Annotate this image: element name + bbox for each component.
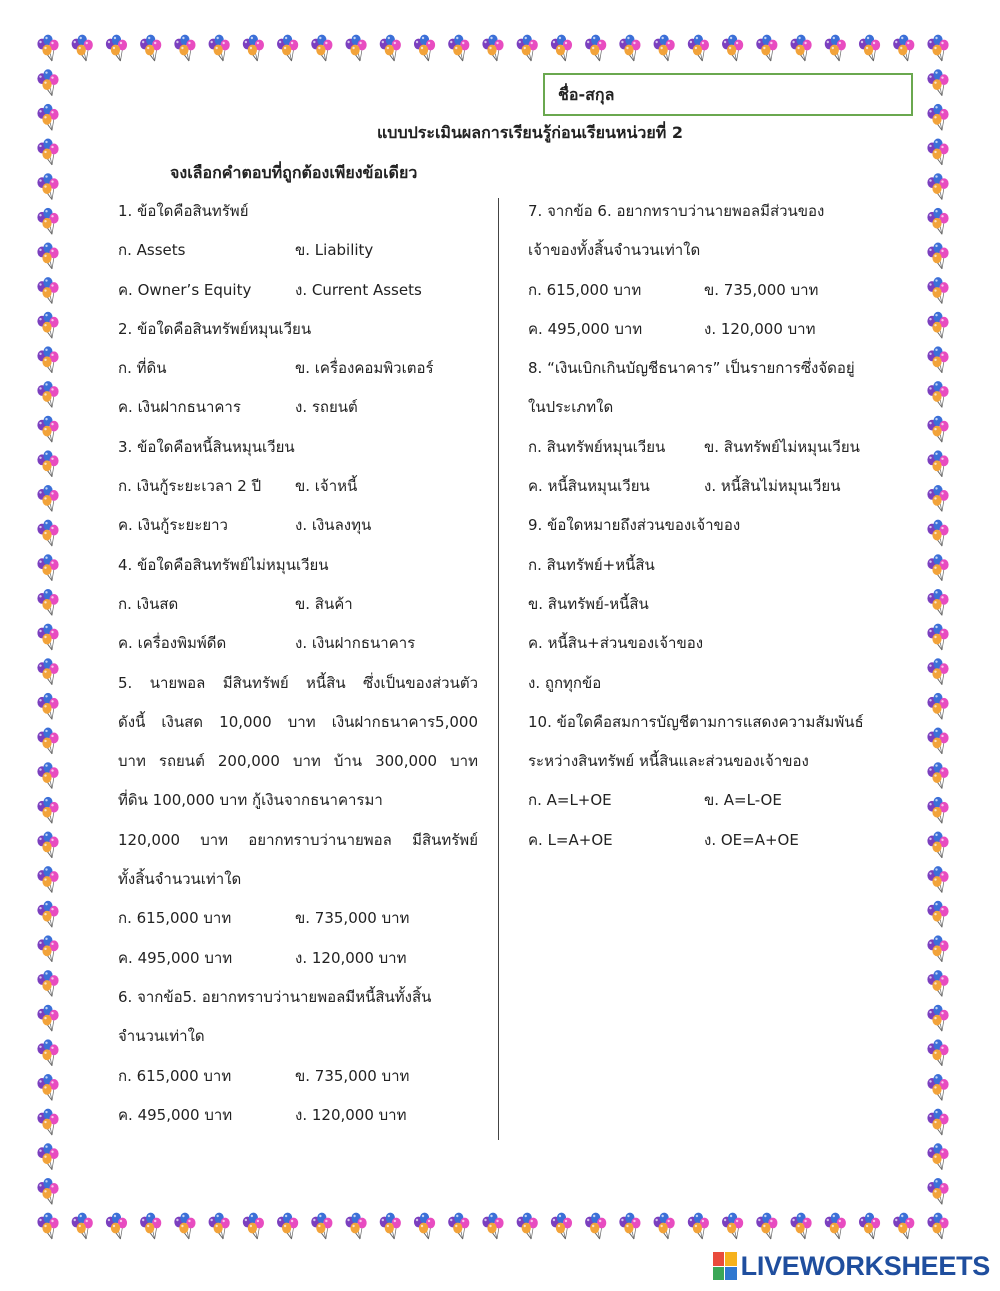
instruction-text: จงเลือกคำตอบที่ถูกต้องเพียงข้อเดียว — [170, 163, 418, 182]
balloon-cluster-icon — [927, 970, 948, 996]
answer-option[interactable]: ง. 120,000 บาท — [295, 1105, 407, 1124]
balloon-cluster-icon — [927, 554, 948, 580]
balloon-cluster-icon — [859, 35, 880, 61]
balloon-cluster-icon — [927, 35, 948, 61]
question-line: ก. สินทรัพย์+หนี้สิน — [528, 555, 655, 574]
balloon-cluster-icon — [345, 35, 366, 61]
balloon-cluster-icon — [825, 1213, 846, 1239]
answer-option[interactable]: ก. ที่ดิน — [118, 359, 167, 378]
answer-options-row — [118, 354, 478, 393]
question-line: 8. “เงินเบิกเกินบัญชีธนาคาร” เป็นรายการซึ่งจัดอยู่ — [528, 359, 855, 378]
answer-option[interactable]: ง. หนี้สินไม่หมุนเวียน — [704, 477, 841, 496]
answer-option[interactable]: ค. เงินฝากธนาคาร — [118, 398, 241, 417]
question-line: ทั้งสิ้นจำนวนเท่าใด — [118, 870, 242, 889]
balloon-cluster-icon — [517, 35, 538, 61]
column-divider — [498, 198, 499, 1140]
balloon-cluster-icon — [174, 35, 195, 61]
balloon-cluster-icon — [37, 831, 58, 857]
balloon-cluster-icon — [72, 35, 93, 61]
balloon-cluster-icon — [37, 693, 58, 719]
balloon-cluster-icon — [859, 1213, 880, 1239]
balloon-cluster-icon — [927, 208, 948, 234]
question-line: ดังนี้ เงินสด 10,000 บาท เงินฝากธนาคาร5,000 — [118, 712, 478, 731]
balloon-cluster-icon — [927, 1039, 948, 1065]
balloon-cluster-icon — [927, 797, 948, 823]
answer-option[interactable]: ง. รถยนต์ — [295, 398, 358, 417]
answer-option[interactable]: ก. สินทรัพย์หมุนเวียน — [528, 437, 666, 456]
question-line: 9. ข้อใดหมายถึงส่วนของเจ้าของ — [528, 516, 741, 535]
balloon-cluster-icon — [37, 450, 58, 476]
question-line: ที่ดิน 100,000 บาท กู้เงินจากธนาคารมา — [118, 791, 383, 810]
balloon-cluster-icon — [551, 35, 572, 61]
balloon-cluster-icon — [551, 1213, 572, 1239]
question-line: เจ้าของทั้งสิ้นจำนวนเท่าใด — [528, 241, 701, 260]
question-line: 7. จากข้อ 6. อยากทราบว่านายพอลมีส่วนของ — [528, 202, 825, 220]
answer-option[interactable]: ง. Current Assets — [295, 280, 422, 299]
balloon-cluster-icon — [927, 589, 948, 615]
answer-options-row — [118, 236, 478, 275]
answer-option[interactable]: ข. เครื่องคอมพิวเตอร์ — [295, 359, 434, 378]
answer-option[interactable]: ข. เจ้าหนี้ — [295, 477, 358, 496]
balloon-cluster-icon — [927, 1005, 948, 1031]
balloon-cluster-icon — [345, 1213, 366, 1239]
answer-option[interactable]: ค. Owner’s Equity — [118, 280, 252, 299]
balloon-cluster-icon — [37, 1143, 58, 1169]
question-line: ค. หนี้สิน+ส่วนของเจ้าของ — [528, 634, 704, 653]
answer-option[interactable]: ค. 495,000 บาท — [118, 1105, 233, 1124]
balloon-cluster-icon — [380, 1213, 401, 1239]
answer-options-row — [528, 472, 888, 511]
balloon-cluster-icon — [37, 658, 58, 684]
balloon-cluster-icon — [482, 35, 503, 61]
answer-option[interactable]: ข. 735,000 บาท — [295, 1066, 410, 1085]
balloon-cluster-icon — [174, 1213, 195, 1239]
answer-option[interactable]: ก. 615,000 บาท — [118, 1066, 232, 1085]
answer-options-row — [118, 276, 478, 315]
answer-option[interactable]: ค. L=A+OE — [528, 830, 613, 849]
answer-options-row — [118, 1062, 478, 1101]
balloon-cluster-icon — [37, 554, 58, 580]
question-line: ง. ถูกทุกข้อ — [528, 673, 602, 692]
balloon-cluster-icon — [414, 1213, 435, 1239]
balloon-cluster-icon — [37, 728, 58, 754]
balloon-cluster-icon — [277, 35, 298, 61]
balloon-cluster-icon — [927, 312, 948, 338]
balloon-cluster-icon — [37, 901, 58, 927]
question-line: 5. นายพอล มีสินทรัพย์ หนี้สิน ซึ่งเป็นของส่วนตัว — [118, 673, 478, 692]
answer-options-row — [118, 511, 478, 550]
balloon-cluster-icon — [790, 1213, 811, 1239]
name-field[interactable]: ชื่อ-สกุล — [543, 73, 913, 116]
balloon-cluster-icon — [517, 1213, 538, 1239]
balloon-cluster-icon — [106, 1213, 127, 1239]
answer-options-row — [118, 944, 478, 983]
balloon-cluster-icon — [37, 624, 58, 650]
answer-options-row — [528, 433, 888, 472]
balloon-cluster-icon — [927, 450, 948, 476]
answer-options-row — [118, 629, 478, 668]
balloon-cluster-icon — [927, 728, 948, 754]
balloon-cluster-icon — [277, 1213, 298, 1239]
balloon-cluster-icon — [927, 624, 948, 650]
balloon-cluster-icon — [140, 35, 161, 61]
balloon-cluster-icon — [688, 35, 709, 61]
balloon-cluster-icon — [243, 35, 264, 61]
balloon-cluster-icon — [756, 35, 777, 61]
question-line: 2. ข้อใดคือสินทรัพย์หมุนเวียน — [118, 319, 312, 338]
balloon-cluster-icon — [311, 35, 332, 61]
balloon-cluster-icon — [37, 416, 58, 442]
balloon-cluster-icon — [37, 762, 58, 788]
balloon-cluster-icon — [927, 1178, 948, 1204]
answer-option[interactable]: ข. 735,000 บาท — [704, 280, 819, 299]
balloon-cluster-icon — [756, 1213, 777, 1239]
question-line: ในประเภทใด — [528, 398, 614, 417]
answer-option[interactable]: ข. 735,000 บาท — [295, 909, 410, 928]
balloon-cluster-icon — [37, 1005, 58, 1031]
answer-option[interactable]: ง. เงินลงทุน — [295, 516, 372, 535]
answer-option[interactable]: ง. เงินฝากธนาคาร — [295, 634, 416, 653]
answer-option[interactable]: ก. เงินสด — [118, 594, 179, 613]
balloon-cluster-icon — [37, 346, 58, 372]
answer-option[interactable]: ค. 495,000 บาท — [528, 319, 643, 338]
answer-options-row — [528, 315, 888, 354]
balloon-cluster-icon — [790, 35, 811, 61]
balloon-cluster-icon — [927, 139, 948, 165]
balloon-cluster-icon — [927, 242, 948, 268]
balloon-cluster-icon — [893, 35, 914, 61]
answer-option[interactable]: ก. 615,000 บาท — [118, 909, 232, 928]
balloon-cluster-icon — [927, 104, 948, 130]
balloon-cluster-icon — [37, 139, 58, 165]
balloon-cluster-icon — [37, 381, 58, 407]
balloon-cluster-icon — [243, 1213, 264, 1239]
answer-options-row — [528, 276, 888, 315]
balloon-cluster-icon — [927, 381, 948, 407]
balloon-cluster-icon — [927, 416, 948, 442]
answer-option[interactable]: ค. หนี้สินหมุนเวียน — [528, 477, 650, 496]
answer-option[interactable]: ก. 615,000 บาท — [528, 280, 642, 299]
balloon-cluster-icon — [585, 1213, 606, 1239]
balloon-cluster-icon — [37, 1213, 58, 1239]
balloon-cluster-icon — [140, 1213, 161, 1239]
balloon-cluster-icon — [37, 485, 58, 511]
answer-option[interactable]: ข. สินค้า — [295, 594, 353, 613]
question-line: 6. จากข้อ5. อยากทราบว่านายพอลมีหนี้สินทั้งสิ้น — [118, 987, 432, 1006]
balloon-cluster-icon — [37, 208, 58, 234]
answer-option[interactable]: ข. Liability — [295, 241, 374, 260]
question-line: จำนวนเท่าใด — [118, 1027, 205, 1046]
question-line: 3. ข้อใดคือหนี้สินหมุนเวียน — [118, 437, 295, 456]
balloon-cluster-icon — [37, 970, 58, 996]
balloon-cluster-icon — [311, 1213, 332, 1239]
balloon-cluster-icon — [448, 35, 469, 61]
balloon-cluster-icon — [209, 1213, 230, 1239]
answer-options-row — [118, 1101, 478, 1140]
balloon-cluster-icon — [722, 1213, 743, 1239]
balloon-cluster-icon — [37, 277, 58, 303]
answer-option[interactable]: ง. OE=A+OE — [704, 830, 799, 849]
balloon-cluster-icon — [72, 1213, 93, 1239]
balloon-cluster-icon — [414, 35, 435, 61]
balloon-cluster-icon — [927, 1074, 948, 1100]
balloon-cluster-icon — [927, 762, 948, 788]
answer-option[interactable]: ง. 120,000 บาท — [704, 319, 816, 338]
question-line: ข. สินทรัพย์-หนี้สิน — [528, 594, 649, 613]
question-line: 1. ข้อใดคือสินทรัพย์ — [118, 202, 249, 220]
answer-options-row — [118, 472, 478, 511]
answer-option[interactable]: ง. 120,000 บาท — [295, 948, 407, 967]
answer-option[interactable]: ค. 495,000 บาท — [118, 948, 233, 967]
balloon-cluster-icon — [37, 69, 58, 95]
question-line: ระหว่างสินทรัพย์ หนี้สินและส่วนของเจ้าของ — [528, 752, 809, 771]
balloon-cluster-icon — [37, 35, 58, 61]
liveworksheets-logo-icon — [713, 1252, 737, 1280]
question-line: บาท รถยนต์ 200,000 บาท บ้าน 300,000 บาท — [118, 752, 478, 771]
balloon-cluster-icon — [927, 693, 948, 719]
question-line: 4. ข้อใดคือสินทรัพย์ไม่หมุนเวียน — [118, 555, 329, 574]
balloon-cluster-icon — [722, 35, 743, 61]
worksheet-title: แบบประเมินผลการเรียนรู้ก่อนเรียนหน่วยที่ 2 — [376, 123, 684, 142]
answer-option[interactable]: ก. เงินกู้ระยะเวลา 2 ปี — [118, 477, 262, 496]
answer-option[interactable]: ข. A=L-OE — [704, 791, 782, 810]
balloon-cluster-icon — [927, 901, 948, 927]
balloon-cluster-icon — [619, 1213, 640, 1239]
balloon-cluster-icon — [37, 866, 58, 892]
answer-option[interactable]: ข. สินทรัพย์ไม่หมุนเวียน — [704, 437, 860, 456]
balloon-cluster-icon — [927, 69, 948, 95]
balloon-cluster-icon — [927, 1213, 948, 1239]
balloon-cluster-icon — [927, 658, 948, 684]
balloon-cluster-icon — [37, 1178, 58, 1204]
balloon-cluster-icon — [37, 173, 58, 199]
brand-name: LIVEWORKSHEETS — [740, 1250, 990, 1281]
balloon-cluster-icon — [37, 104, 58, 130]
answer-options-row — [118, 904, 478, 943]
balloon-cluster-icon — [482, 1213, 503, 1239]
balloon-cluster-icon — [927, 485, 948, 511]
answer-option[interactable]: ค. เงินกู้ระยะยาว — [118, 516, 228, 535]
balloon-cluster-icon — [106, 35, 127, 61]
balloon-cluster-icon — [37, 589, 58, 615]
question-line: 10. ข้อใดคือสมการบัญชีตามการแสดงความสัมพันธ์ — [528, 712, 864, 731]
balloon-cluster-icon — [37, 312, 58, 338]
balloon-cluster-icon — [448, 1213, 469, 1239]
balloon-cluster-icon — [825, 35, 846, 61]
balloon-cluster-icon — [37, 242, 58, 268]
balloon-cluster-icon — [927, 520, 948, 546]
answer-option[interactable]: ค. เครื่องพิมพ์ดีด — [118, 634, 227, 653]
answer-option[interactable]: ก. A=L+OE — [528, 791, 612, 810]
balloon-cluster-icon — [927, 346, 948, 372]
balloon-cluster-icon — [927, 1109, 948, 1135]
balloon-cluster-icon — [927, 1143, 948, 1169]
balloon-cluster-icon — [927, 866, 948, 892]
answer-options-row — [528, 786, 888, 825]
balloon-cluster-icon — [619, 35, 640, 61]
answer-option[interactable]: ก. Assets — [118, 241, 186, 260]
answer-options-row — [118, 590, 478, 629]
balloon-cluster-icon — [654, 35, 675, 61]
balloon-cluster-icon — [927, 831, 948, 857]
balloon-cluster-icon — [37, 520, 58, 546]
balloon-cluster-icon — [37, 935, 58, 961]
answer-options-row — [528, 826, 888, 865]
balloon-cluster-icon — [37, 1039, 58, 1065]
balloon-cluster-icon — [37, 797, 58, 823]
balloon-cluster-icon — [380, 35, 401, 61]
balloon-cluster-icon — [37, 1074, 58, 1100]
right-question-column — [528, 197, 888, 865]
balloon-cluster-icon — [209, 35, 230, 61]
balloon-cluster-icon — [585, 35, 606, 61]
question-line: 120,000 บาท อยากทราบว่านายพอล มีสินทรัพย์ — [118, 830, 478, 849]
balloon-cluster-icon — [927, 935, 948, 961]
balloon-cluster-icon — [688, 1213, 709, 1239]
balloon-cluster-icon — [927, 173, 948, 199]
liveworksheets-brand — [713, 1251, 990, 1281]
balloon-cluster-icon — [927, 277, 948, 303]
balloon-cluster-icon — [654, 1213, 675, 1239]
balloon-cluster-icon — [893, 1213, 914, 1239]
answer-options-row — [118, 393, 478, 432]
balloon-cluster-icon — [37, 1109, 58, 1135]
left-question-column — [118, 197, 478, 1140]
